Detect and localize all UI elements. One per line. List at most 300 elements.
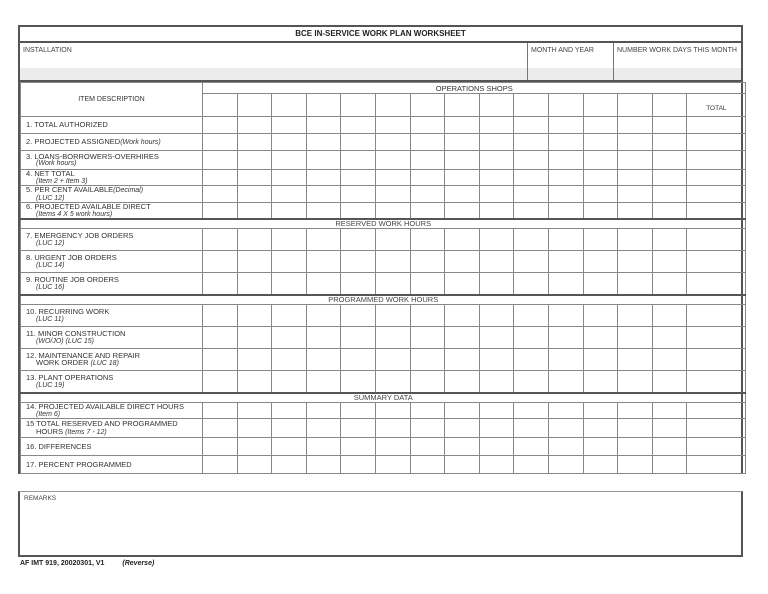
shop-value-cell[interactable] — [583, 456, 618, 474]
shop-value-cell[interactable] — [445, 170, 480, 186]
shop-value-cell[interactable] — [548, 251, 583, 273]
shop-value-cell[interactable] — [375, 186, 410, 203]
shop-value-cell[interactable] — [618, 456, 653, 474]
shop-value-cell[interactable] — [203, 229, 238, 251]
shop-value-cell[interactable] — [652, 273, 687, 296]
shop-value-cell[interactable] — [479, 438, 514, 456]
shop-value-cell[interactable] — [583, 251, 618, 273]
shop-value-cell[interactable] — [375, 117, 410, 134]
shop-value-cell[interactable] — [652, 117, 687, 134]
shop-value-cell[interactable] — [203, 151, 238, 170]
shop-value-cell[interactable] — [237, 371, 272, 394]
shop-value-cell[interactable] — [341, 403, 376, 419]
shop-value-cell[interactable] — [203, 134, 238, 151]
shop-value-cell[interactable] — [272, 117, 307, 134]
item-label — [21, 305, 203, 327]
item-note-ref: (LUC 18) — [90, 360, 119, 367]
shop-value-cell[interactable] — [445, 327, 480, 349]
shop-value-cell[interactable] — [445, 371, 480, 394]
shop-value-cell[interactable] — [272, 419, 307, 438]
shop-value-cell[interactable] — [583, 327, 618, 349]
total-value-cell[interactable] — [687, 186, 746, 203]
shop-value-cell[interactable] — [583, 186, 618, 203]
shop-value-cell[interactable] — [652, 349, 687, 371]
shop-value-cell[interactable] — [548, 403, 583, 419]
shop-value-cell[interactable] — [548, 203, 583, 220]
shop-value-cell[interactable] — [479, 273, 514, 296]
table-row — [21, 273, 746, 296]
shop-value-cell[interactable] — [341, 438, 376, 456]
shop-value-cell[interactable] — [548, 273, 583, 296]
total-value-cell[interactable] — [687, 349, 746, 371]
shop-value-cell[interactable] — [203, 305, 238, 327]
shop-value-cell[interactable] — [514, 403, 549, 419]
shop-value-cell[interactable] — [341, 273, 376, 296]
shop-value-cell[interactable] — [306, 273, 341, 296]
shop-value-cell[interactable] — [548, 170, 583, 186]
shop-value-cell[interactable] — [272, 305, 307, 327]
shop-value-cell[interactable] — [514, 349, 549, 371]
shop-value-cell[interactable] — [306, 456, 341, 474]
shop-value-cell[interactable] — [514, 327, 549, 349]
item-note — [26, 262, 202, 270]
shop-value-cell[interactable] — [375, 305, 410, 327]
shop-value-cell[interactable] — [306, 229, 341, 251]
total-value-cell[interactable] — [687, 229, 746, 251]
shop-column-header[interactable] — [618, 94, 653, 117]
shop-value-cell[interactable] — [410, 134, 445, 151]
shop-value-cell[interactable] — [341, 117, 376, 134]
shop-value-cell[interactable] — [514, 438, 549, 456]
shop-value-cell[interactable] — [272, 170, 307, 186]
shop-column-header[interactable] — [548, 94, 583, 117]
shop-value-cell[interactable] — [341, 151, 376, 170]
total-value-cell[interactable] — [687, 251, 746, 273]
table-row — [21, 456, 746, 474]
total-value-cell[interactable] — [687, 170, 746, 186]
total-value-cell[interactable] — [687, 203, 746, 220]
shop-value-cell[interactable] — [375, 419, 410, 438]
shop-value-cell[interactable] — [514, 134, 549, 151]
shop-value-cell[interactable] — [237, 456, 272, 474]
shop-value-cell[interactable] — [306, 349, 341, 371]
shop-value-cell[interactable] — [341, 419, 376, 438]
shop-value-cell[interactable] — [479, 134, 514, 151]
shop-value-cell[interactable] — [203, 438, 238, 456]
shop-value-cell[interactable] — [375, 273, 410, 296]
shop-value-cell[interactable] — [652, 134, 687, 151]
shop-value-cell[interactable] — [237, 438, 272, 456]
shop-value-cell[interactable] — [583, 438, 618, 456]
shop-value-cell[interactable] — [203, 419, 238, 438]
shop-value-cell[interactable] — [548, 349, 583, 371]
shop-value-cell[interactable] — [341, 305, 376, 327]
shop-value-cell[interactable] — [410, 419, 445, 438]
shop-value-cell[interactable] — [410, 273, 445, 296]
shop-value-cell[interactable] — [375, 327, 410, 349]
shop-column-header[interactable] — [272, 94, 307, 117]
shop-value-cell[interactable] — [548, 419, 583, 438]
shop-value-cell[interactable] — [410, 229, 445, 251]
total-value-cell[interactable] — [687, 419, 746, 438]
shop-value-cell[interactable] — [203, 349, 238, 371]
shop-value-cell[interactable] — [272, 251, 307, 273]
shop-value-cell[interactable] — [237, 117, 272, 134]
shop-value-cell[interactable] — [445, 203, 480, 220]
shop-value-cell[interactable] — [410, 186, 445, 203]
operations-shops-header: OPERATIONS SHOPS — [203, 83, 746, 94]
shop-value-cell[interactable] — [306, 251, 341, 273]
shop-value-cell[interactable] — [203, 371, 238, 394]
total-value-cell[interactable] — [687, 151, 746, 170]
shop-value-cell[interactable] — [514, 305, 549, 327]
shop-value-cell[interactable] — [203, 327, 238, 349]
total-value-cell[interactable] — [687, 438, 746, 456]
shop-value-cell[interactable] — [306, 371, 341, 394]
shop-value-cell[interactable] — [306, 186, 341, 203]
shop-column-header[interactable] — [583, 94, 618, 117]
shop-value-cell[interactable] — [583, 419, 618, 438]
shop-value-cell[interactable] — [652, 151, 687, 170]
total-value-cell[interactable] — [687, 273, 746, 296]
total-value-cell[interactable] — [687, 117, 746, 134]
shop-value-cell[interactable] — [203, 273, 238, 296]
month-year-field[interactable] — [528, 43, 614, 80]
shop-value-cell[interactable] — [618, 438, 653, 456]
shop-value-cell[interactable] — [237, 251, 272, 273]
shop-value-cell[interactable] — [479, 251, 514, 273]
item-label — [21, 151, 203, 170]
shop-value-cell[interactable] — [445, 251, 480, 273]
shop-value-cell[interactable] — [410, 371, 445, 394]
shop-value-cell[interactable] — [652, 327, 687, 349]
shop-value-cell[interactable] — [272, 203, 307, 220]
shop-value-cell[interactable] — [272, 349, 307, 371]
shop-value-cell[interactable] — [445, 438, 480, 456]
table-row — [21, 371, 746, 394]
shop-value-cell[interactable] — [479, 456, 514, 474]
shop-value-cell[interactable] — [237, 403, 272, 419]
total-value-cell[interactable] — [687, 403, 746, 419]
shop-value-cell[interactable] — [306, 327, 341, 349]
item-note — [26, 240, 202, 248]
shop-value-cell[interactable] — [237, 327, 272, 349]
shop-value-cell[interactable] — [652, 371, 687, 394]
shop-value-cell[interactable] — [479, 151, 514, 170]
shop-value-cell[interactable] — [652, 419, 687, 438]
month-year-input[interactable] — [528, 68, 613, 80]
shop-value-cell[interactable] — [237, 349, 272, 371]
shop-value-cell[interactable] — [618, 273, 653, 296]
shop-value-cell[interactable] — [652, 305, 687, 327]
shop-value-cell[interactable] — [618, 251, 653, 273]
shop-value-cell[interactable] — [237, 305, 272, 327]
shop-value-cell[interactable] — [618, 151, 653, 170]
shop-value-cell[interactable] — [306, 203, 341, 220]
shop-value-cell[interactable] — [479, 327, 514, 349]
shop-value-cell[interactable] — [652, 170, 687, 186]
shop-value-cell[interactable] — [479, 117, 514, 134]
shop-value-cell[interactable] — [618, 305, 653, 327]
shop-value-cell[interactable] — [618, 134, 653, 151]
shop-column-header[interactable] — [237, 94, 272, 117]
shop-value-cell[interactable] — [306, 438, 341, 456]
shop-value-cell[interactable] — [306, 403, 341, 419]
shop-value-cell[interactable] — [618, 349, 653, 371]
shop-value-cell[interactable] — [375, 403, 410, 419]
shop-value-cell[interactable] — [548, 186, 583, 203]
shop-value-cell[interactable] — [618, 186, 653, 203]
shop-value-cell[interactable] — [583, 229, 618, 251]
shop-value-cell[interactable] — [583, 305, 618, 327]
shop-value-cell[interactable] — [341, 349, 376, 371]
shop-value-cell[interactable] — [652, 251, 687, 273]
work-days-label: NUMBER WORK DAYS THIS MONTH — [617, 47, 737, 54]
shop-value-cell[interactable] — [479, 170, 514, 186]
shop-value-cell[interactable] — [410, 456, 445, 474]
shop-value-cell[interactable] — [375, 134, 410, 151]
shop-value-cell[interactable] — [514, 203, 549, 220]
total-value-cell[interactable] — [687, 327, 746, 349]
shop-value-cell[interactable] — [548, 151, 583, 170]
shop-value-cell[interactable] — [445, 273, 480, 296]
shop-value-cell[interactable] — [306, 170, 341, 186]
worksheet-form — [18, 25, 743, 474]
installation-input[interactable] — [20, 68, 527, 80]
shop-value-cell[interactable] — [445, 229, 480, 251]
shop-value-cell[interactable] — [548, 438, 583, 456]
shop-value-cell[interactable] — [237, 134, 272, 151]
shop-value-cell[interactable] — [375, 438, 410, 456]
form-footer — [20, 560, 154, 567]
shop-value-cell[interactable] — [341, 371, 376, 394]
shop-value-cell[interactable] — [445, 403, 480, 419]
shop-value-cell[interactable] — [583, 134, 618, 151]
shop-value-cell[interactable] — [583, 403, 618, 419]
item-label — [21, 134, 203, 151]
shop-value-cell[interactable] — [445, 186, 480, 203]
shop-value-cell[interactable] — [203, 403, 238, 419]
shop-value-cell[interactable] — [203, 203, 238, 220]
item-text: 6. PROJECTED AVAILABLE DIRECT — [26, 202, 151, 211]
shop-value-cell[interactable] — [548, 134, 583, 151]
item-label — [21, 186, 203, 203]
shop-value-cell[interactable] — [583, 273, 618, 296]
shop-value-cell[interactable] — [445, 134, 480, 151]
shop-value-cell[interactable] — [237, 273, 272, 296]
remarks-field[interactable] — [18, 491, 743, 557]
shop-value-cell[interactable] — [514, 273, 549, 296]
shop-value-cell[interactable] — [272, 186, 307, 203]
shop-value-cell[interactable] — [618, 403, 653, 419]
shop-value-cell[interactable] — [583, 203, 618, 220]
shop-value-cell[interactable] — [445, 151, 480, 170]
shop-value-cell[interactable] — [479, 371, 514, 394]
shop-value-cell[interactable] — [652, 456, 687, 474]
shop-value-cell[interactable] — [306, 305, 341, 327]
shop-value-cell[interactable] — [583, 170, 618, 186]
shop-value-cell[interactable] — [375, 371, 410, 394]
shop-value-cell[interactable] — [548, 305, 583, 327]
shop-column-header[interactable] — [203, 94, 238, 117]
item-label — [21, 170, 203, 186]
shop-column-header[interactable] — [514, 94, 549, 117]
shop-value-cell[interactable] — [375, 229, 410, 251]
shop-value-cell[interactable] — [410, 251, 445, 273]
work-days-input[interactable] — [614, 68, 741, 80]
shop-value-cell[interactable] — [272, 273, 307, 296]
shop-value-cell[interactable] — [375, 251, 410, 273]
shop-value-cell[interactable] — [272, 327, 307, 349]
shop-column-header[interactable] — [479, 94, 514, 117]
shop-value-cell[interactable] — [479, 349, 514, 371]
shop-value-cell[interactable] — [237, 419, 272, 438]
shop-value-cell[interactable] — [548, 229, 583, 251]
shop-value-cell[interactable] — [272, 134, 307, 151]
shop-value-cell[interactable] — [479, 203, 514, 220]
shop-value-cell[interactable] — [445, 117, 480, 134]
shop-value-cell[interactable] — [514, 117, 549, 134]
shop-value-cell[interactable] — [445, 305, 480, 327]
form-id: AF IMT 919, 20020301, V1 — [20, 560, 105, 567]
shop-value-cell[interactable] — [410, 438, 445, 456]
shop-value-cell[interactable] — [341, 327, 376, 349]
shop-column-header[interactable] — [306, 94, 341, 117]
shop-value-cell[interactable] — [618, 229, 653, 251]
total-value-cell[interactable] — [687, 456, 746, 474]
shop-value-cell[interactable] — [583, 117, 618, 134]
shop-value-cell[interactable] — [479, 229, 514, 251]
shop-value-cell[interactable] — [618, 327, 653, 349]
shop-value-cell[interactable] — [548, 327, 583, 349]
shop-value-cell[interactable] — [237, 186, 272, 203]
shop-value-cell[interactable] — [618, 419, 653, 438]
shop-value-cell[interactable] — [341, 229, 376, 251]
shop-value-cell[interactable] — [237, 170, 272, 186]
installation-field[interactable] — [20, 43, 528, 80]
total-value-cell[interactable] — [687, 371, 746, 394]
shop-value-cell[interactable] — [272, 438, 307, 456]
shop-value-cell[interactable] — [410, 327, 445, 349]
shop-value-cell[interactable] — [652, 438, 687, 456]
shop-value-cell[interactable] — [479, 186, 514, 203]
shop-value-cell[interactable] — [514, 371, 549, 394]
shop-value-cell[interactable] — [272, 403, 307, 419]
shop-value-cell[interactable] — [514, 229, 549, 251]
shop-column-header[interactable] — [410, 94, 445, 117]
shop-value-cell[interactable] — [306, 419, 341, 438]
work-days-field[interactable] — [614, 43, 741, 80]
shop-value-cell[interactable] — [341, 134, 376, 151]
shop-value-cell[interactable] — [375, 349, 410, 371]
shop-value-cell[interactable] — [375, 170, 410, 186]
table-row — [21, 203, 746, 220]
shop-value-cell[interactable] — [618, 170, 653, 186]
shop-value-cell[interactable] — [237, 229, 272, 251]
shop-value-cell[interactable] — [272, 371, 307, 394]
shop-value-cell[interactable] — [272, 229, 307, 251]
shop-value-cell[interactable] — [548, 456, 583, 474]
shop-value-cell[interactable] — [341, 203, 376, 220]
table-row — [21, 229, 746, 251]
shop-value-cell[interactable] — [445, 349, 480, 371]
shop-column-header[interactable] — [375, 94, 410, 117]
shop-value-cell[interactable] — [410, 403, 445, 419]
shop-value-cell[interactable] — [272, 151, 307, 170]
shop-value-cell[interactable] — [410, 117, 445, 134]
total-value-cell[interactable] — [687, 134, 746, 151]
shop-value-cell[interactable] — [203, 456, 238, 474]
shop-value-cell[interactable] — [548, 371, 583, 394]
shop-value-cell[interactable] — [514, 170, 549, 186]
shop-column-header[interactable] — [445, 94, 480, 117]
shop-value-cell[interactable] — [652, 203, 687, 220]
shop-value-cell[interactable] — [514, 419, 549, 438]
item-note-text: (LUC 16) — [36, 283, 65, 291]
shop-value-cell[interactable] — [272, 456, 307, 474]
shop-value-cell[interactable] — [341, 170, 376, 186]
shop-value-cell[interactable] — [341, 186, 376, 203]
shop-value-cell[interactable] — [583, 371, 618, 394]
shop-value-cell[interactable] — [410, 203, 445, 220]
shop-value-cell[interactable] — [479, 403, 514, 419]
shop-value-cell[interactable] — [445, 456, 480, 474]
total-value-cell[interactable] — [687, 305, 746, 327]
shop-value-cell[interactable] — [375, 151, 410, 170]
shop-value-cell[interactable] — [445, 419, 480, 438]
shop-value-cell[interactable] — [410, 170, 445, 186]
item-note-text: (LUC 19) — [36, 381, 65, 389]
shop-value-cell[interactable] — [652, 403, 687, 419]
shop-value-cell[interactable] — [306, 134, 341, 151]
shop-value-cell[interactable] — [237, 203, 272, 220]
shop-column-header[interactable] — [652, 94, 687, 117]
shop-value-cell[interactable] — [514, 186, 549, 203]
shop-value-cell[interactable] — [479, 419, 514, 438]
shop-value-cell[interactable] — [652, 186, 687, 203]
header-fields — [20, 43, 741, 82]
shop-value-cell[interactable] — [410, 151, 445, 170]
shop-value-cell[interactable] — [514, 251, 549, 273]
shop-value-cell[interactable] — [203, 170, 238, 186]
shop-value-cell[interactable] — [514, 151, 549, 170]
shop-value-cell[interactable] — [583, 151, 618, 170]
shop-value-cell[interactable] — [203, 251, 238, 273]
item-note — [26, 428, 202, 437]
shop-value-cell[interactable] — [410, 349, 445, 371]
shop-value-cell[interactable] — [618, 117, 653, 134]
shop-value-cell[interactable] — [618, 203, 653, 220]
shop-value-cell[interactable] — [306, 151, 341, 170]
shop-value-cell[interactable] — [410, 305, 445, 327]
shop-value-cell[interactable] — [237, 151, 272, 170]
shop-value-cell[interactable] — [203, 117, 238, 134]
shop-value-cell[interactable] — [583, 349, 618, 371]
shop-value-cell[interactable] — [618, 371, 653, 394]
shop-column-header[interactable] — [341, 94, 376, 117]
shop-value-cell[interactable] — [341, 456, 376, 474]
shop-value-cell[interactable] — [375, 203, 410, 220]
shop-value-cell[interactable] — [203, 186, 238, 203]
shop-value-cell[interactable] — [479, 305, 514, 327]
shop-value-cell[interactable] — [375, 456, 410, 474]
shop-value-cell[interactable] — [306, 117, 341, 134]
shop-value-cell[interactable] — [652, 229, 687, 251]
shop-value-cell[interactable] — [548, 117, 583, 134]
shop-value-cell[interactable] — [514, 456, 549, 474]
shop-value-cell[interactable] — [341, 251, 376, 273]
item-note-text: (LUC 14) — [36, 261, 65, 269]
